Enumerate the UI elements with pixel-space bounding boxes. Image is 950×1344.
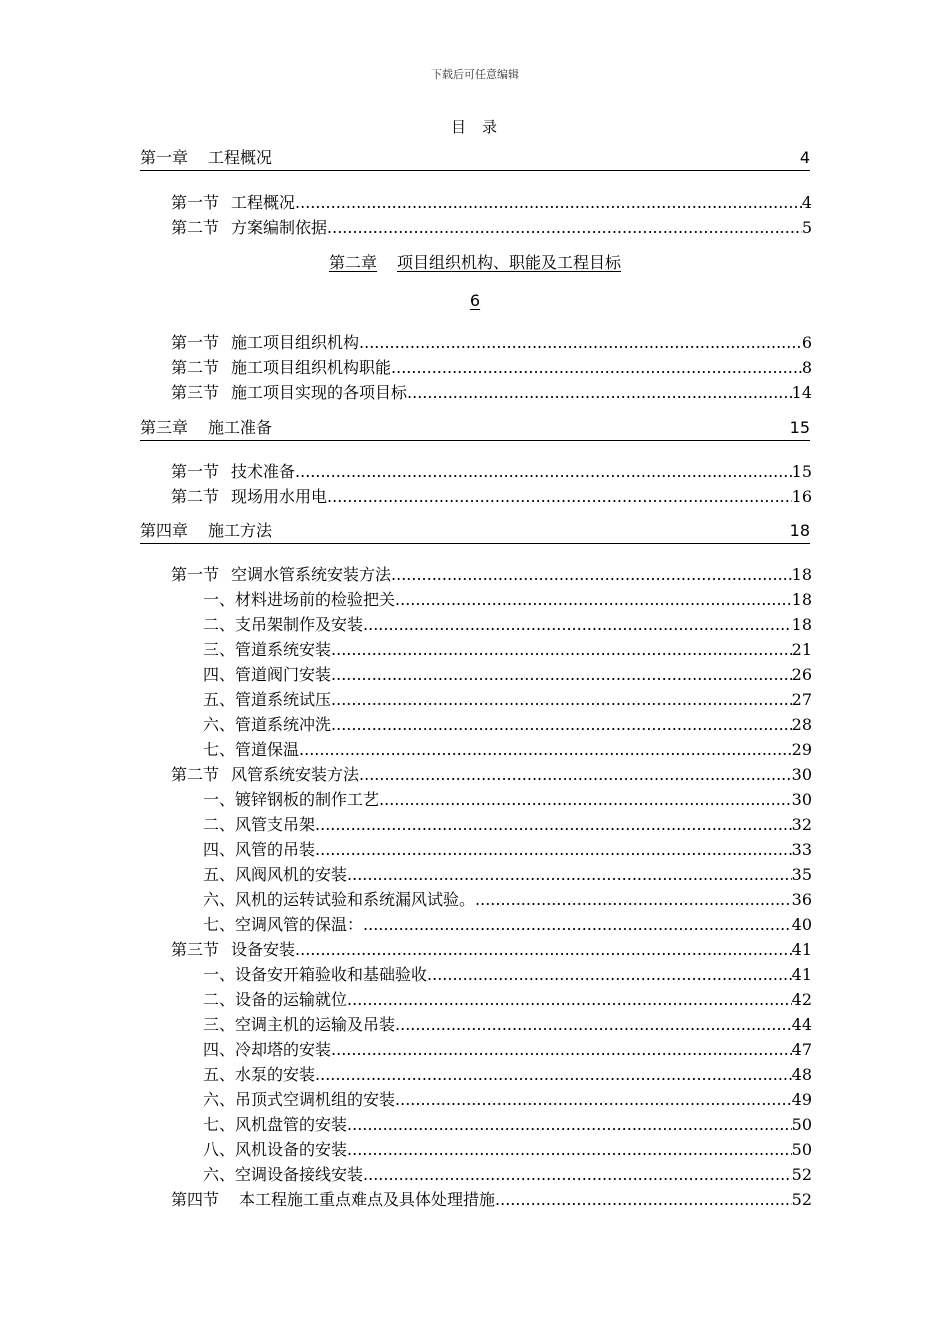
entry-title: 施工项目组织机构职能 <box>231 358 392 377</box>
entry-page: 52 <box>791 1165 812 1184</box>
entry-title: 一、材料进场前的检验把关 <box>203 590 396 609</box>
entry-title: 二、风管支吊架 <box>203 815 316 834</box>
toc-entry[interactable] <box>203 1163 812 1187</box>
entry-section: 第二节 <box>171 487 220 506</box>
entry-page: 26 <box>791 665 812 684</box>
entry-page: 41 <box>791 940 812 959</box>
toc-title-char-1: 目 <box>450 118 468 136</box>
entry-page: 28 <box>791 715 812 734</box>
entry-page: 47 <box>791 1040 812 1059</box>
toc-entry[interactable] <box>171 938 812 962</box>
entry-page: 33 <box>791 840 812 859</box>
chapter-title: 工程概况 <box>208 148 273 167</box>
chapter-title: 施工方法 <box>208 521 273 540</box>
toc-chapter-1[interactable] <box>140 148 810 171</box>
entry-title: 方案编制依据 <box>231 218 328 237</box>
entry-title: 三、空调主机的运输及吊装 <box>203 1015 396 1034</box>
entry-page: 21 <box>791 640 812 659</box>
entry-section: 第一节 <box>171 193 220 212</box>
entry-page: 6 <box>801 333 812 352</box>
chapter-number: 第三章 <box>140 418 189 437</box>
entry-page: 18 <box>791 615 812 634</box>
entry-page: 40 <box>791 915 812 934</box>
chapter-page: 18 <box>789 521 810 540</box>
entry-page: 44 <box>791 1015 812 1034</box>
entry-page: 30 <box>791 790 812 809</box>
entry-page: 49 <box>791 1090 812 1109</box>
toc-entry[interactable] <box>203 888 812 912</box>
entry-page: 35 <box>791 865 812 884</box>
toc-title <box>0 116 950 137</box>
toc-chapter-2[interactable] <box>0 252 950 274</box>
entry-title: 二、设备的运输就位 <box>203 990 348 1009</box>
entry-page: 50 <box>791 1140 812 1159</box>
entry-title: 六、管道系统冲洗 <box>203 715 332 734</box>
chapter-number: 第一章 <box>140 148 189 167</box>
toc-entry[interactable] <box>203 913 812 937</box>
entry-page: 14 <box>791 383 812 402</box>
toc-entry[interactable] <box>171 381 812 405</box>
entry-title: 四、冷却塔的安装 <box>203 1040 332 1059</box>
entry-page: 42 <box>791 990 812 1009</box>
entry-page: 30 <box>791 765 812 784</box>
toc-entry[interactable] <box>203 963 812 987</box>
entry-page: 27 <box>791 690 812 709</box>
toc-chapter-4[interactable] <box>140 521 810 544</box>
entry-page: 50 <box>791 1115 812 1134</box>
entry-section: 第二节 <box>171 358 220 377</box>
entry-title: 本工程施工重点难点及具体处理措施 <box>239 1190 496 1209</box>
toc-entry[interactable] <box>171 563 812 587</box>
toc-entry[interactable] <box>171 356 812 380</box>
entry-section: 第一节 <box>171 462 220 481</box>
toc-entry[interactable] <box>203 588 812 612</box>
toc-entry[interactable] <box>203 738 812 762</box>
chapter-title: 施工准备 <box>208 418 273 437</box>
entry-page: 32 <box>791 815 812 834</box>
entry-title: 三、管道系统安装 <box>203 640 332 659</box>
chapter-page: 6 <box>469 291 481 310</box>
toc-entry[interactable] <box>203 1138 812 1162</box>
chapter-number: 第二章 <box>328 253 377 272</box>
toc-entry[interactable] <box>203 663 812 687</box>
entry-title: 风管系统安装方法 <box>231 765 360 784</box>
toc-entry[interactable] <box>203 838 812 862</box>
entry-title: 五、风阀风机的安装 <box>203 865 348 884</box>
entry-title: 二、支吊架制作及安装 <box>203 615 364 634</box>
entry-section: 第二节 <box>171 218 220 237</box>
chapter-page: 15 <box>789 418 810 437</box>
toc-entry[interactable] <box>203 788 812 812</box>
entry-title: 四、管道阀门安装 <box>203 665 332 684</box>
entry-section: 第二节 <box>171 765 220 784</box>
toc-entry[interactable] <box>203 688 812 712</box>
entry-title: 现场用水用电 <box>231 487 328 506</box>
toc-entry[interactable] <box>171 763 812 787</box>
entry-section: 第四节 <box>171 1190 220 1209</box>
entry-page: 5 <box>801 218 812 237</box>
toc-entry[interactable] <box>203 863 812 887</box>
toc-entry[interactable] <box>203 1063 812 1087</box>
entry-title: 空调水管系统安装方法 <box>231 565 392 584</box>
entry-title: 五、水泵的安装 <box>203 1065 316 1084</box>
entry-section: 第一节 <box>171 333 220 352</box>
entry-page: 16 <box>791 487 812 506</box>
entry-page: 15 <box>791 462 812 481</box>
toc-entry[interactable] <box>203 1088 812 1112</box>
entry-page: 29 <box>791 740 812 759</box>
page-header: 下载后可任意编辑 <box>431 68 519 81</box>
entry-title: 六、吊顶式空调机组的安装 <box>203 1090 396 1109</box>
entry-title: 施工项目实现的各项目标 <box>231 383 408 402</box>
toc-entry[interactable] <box>203 988 812 1012</box>
entry-page: 36 <box>791 890 812 909</box>
chapter-page: 4 <box>799 148 810 167</box>
toc-entry[interactable] <box>203 1113 812 1137</box>
entry-section: 第三节 <box>171 940 220 959</box>
entry-section: 第三节 <box>171 383 220 402</box>
entry-page: 52 <box>791 1190 812 1209</box>
toc-entry[interactable] <box>203 813 812 837</box>
toc-title-char-2: 录 <box>482 118 500 136</box>
entry-title: 一、设备安开箱验收和基础验收 <box>203 965 428 984</box>
chapter-title: 项目组织机构、职能及工程目标 <box>397 253 622 272</box>
toc-chapter-3[interactable] <box>140 418 810 441</box>
entry-page: 41 <box>791 965 812 984</box>
toc-entry[interactable] <box>171 331 812 355</box>
entry-section: 第一节 <box>171 565 220 584</box>
toc-entry[interactable] <box>171 460 812 484</box>
entry-title: 工程概况 <box>231 193 296 212</box>
entry-title: 施工项目组织机构 <box>231 333 360 352</box>
entry-title: 七、空调风管的保温： <box>203 915 364 934</box>
toc-entry[interactable] <box>171 191 812 215</box>
entry-title: 六、风机的运转试验和系统漏风试验。 <box>203 890 476 909</box>
entry-title: 六、空调设备接线安装 <box>203 1165 364 1184</box>
toc-entry[interactable] <box>203 1013 812 1037</box>
entry-title: 七、管道保温 <box>203 740 300 759</box>
toc-entry[interactable] <box>171 485 812 509</box>
toc-entry[interactable] <box>203 1038 812 1062</box>
entry-title: 八、风机设备的安装 <box>203 1140 348 1159</box>
entry-title: 五、管道系统试压 <box>203 690 332 709</box>
entry-page: 48 <box>791 1065 812 1084</box>
toc-entry[interactable] <box>171 216 812 240</box>
toc-entry[interactable] <box>203 638 812 662</box>
toc-entry[interactable] <box>203 713 812 737</box>
entry-title: 七、风机盘管的安装 <box>203 1115 348 1134</box>
entry-title: 一、镀锌钢板的制作工艺 <box>203 790 380 809</box>
entry-title: 设备安装 <box>231 940 296 959</box>
toc-chapter-2-page[interactable] <box>0 290 950 312</box>
entry-page: 4 <box>801 193 812 212</box>
chapter-number: 第四章 <box>140 521 189 540</box>
entry-title: 四、风管的吊装 <box>203 840 316 859</box>
entry-page: 18 <box>791 590 812 609</box>
entry-title: 技术准备 <box>231 462 296 481</box>
entry-page: 18 <box>791 565 812 584</box>
toc-entry[interactable] <box>203 613 812 637</box>
toc-entry[interactable] <box>171 1188 812 1212</box>
entry-page: 8 <box>801 358 812 377</box>
